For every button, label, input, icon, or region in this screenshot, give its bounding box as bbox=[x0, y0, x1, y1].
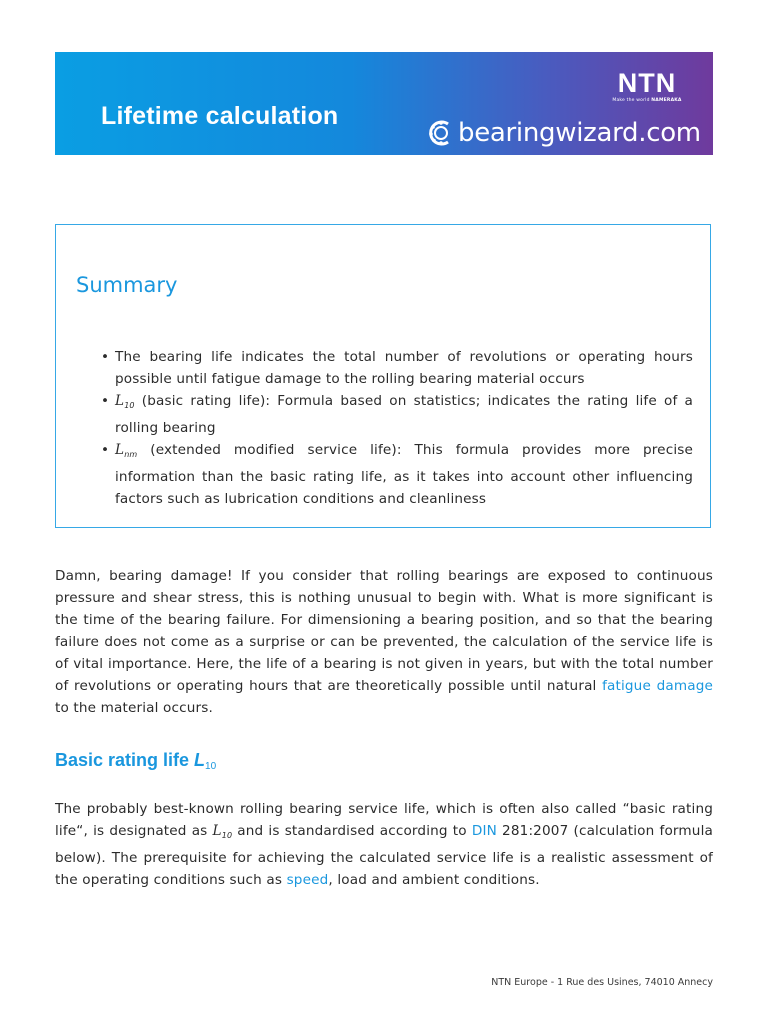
basic-text-2: and is standardised according to bbox=[232, 823, 472, 839]
summary-item-text: (basic rating life): Formula based on statistics; indicates the rating life of a rolling bearing bbox=[115, 393, 693, 436]
ntn-logo-text: NTN bbox=[617, 68, 677, 98]
basic-text-3: 281:2007 (calculation formula below). The prerequisite for achieving the calculated service life is a realistic assessment of the operating conditions such as bbox=[55, 823, 713, 888]
page-title: Lifetime calculation bbox=[101, 102, 339, 130]
header-banner bbox=[55, 52, 713, 155]
summary-item-text: (extended modified service life): This formula provides more precise information than the basic rating life, as it takes into account other influencing factors such as lubrication conditions and cleanliness bbox=[115, 442, 693, 507]
site-name: bearingwizard.com bbox=[458, 118, 701, 148]
din-link[interactable]: DIN bbox=[471, 823, 497, 839]
speed-link[interactable]: speed bbox=[286, 872, 329, 888]
fatigue-damage-link[interactable]: fatigue damage bbox=[602, 678, 713, 694]
intro-paragraph bbox=[55, 565, 713, 719]
section-heading-text: Basic rating life bbox=[55, 750, 195, 770]
section-heading-basic-rating-life bbox=[55, 750, 216, 772]
section-heading-symbol: L bbox=[194, 750, 206, 770]
basic-text-4: , load and ambient conditions. bbox=[328, 872, 540, 888]
summary-item bbox=[101, 439, 693, 510]
ntn-tagline-prefix: Make the world bbox=[612, 98, 652, 103]
summary-item bbox=[101, 390, 693, 439]
summary-list bbox=[101, 346, 693, 510]
section-heading-subscript: 10 bbox=[205, 761, 217, 772]
footer-address: NTN Europe - 1 Rue des Usines, 74010 Annecy bbox=[491, 977, 713, 988]
l10-subscript: 10 bbox=[124, 401, 135, 410]
ntn-tagline bbox=[607, 98, 687, 104]
ntn-tagline-emphasis: NAMERAKA bbox=[651, 98, 682, 103]
basic-text-1: The probably best-known rolling bearing service life, which is often also called “basic rating life“, is designated as bbox=[55, 801, 713, 839]
lnm-symbol: L bbox=[115, 442, 125, 458]
intro-text: Damn, bearing damage! If you consider that rolling bearings are exposed to continuous pressure and shear stress, this is nothing unusual to begin with. What is more significant is the time of the bearing failure. For dimensioning a bearing position, and so that the bearing failure does not come as a surprise or can be prevented, the calculation of the service life is of vital importance. Here, the life of a bearing is not given in years, but with the total number of revolutions or operating hours that are theoretically possible until natural bbox=[55, 568, 713, 694]
bearingwizard-logo bbox=[426, 115, 701, 151]
summary-item bbox=[101, 346, 693, 390]
summary-item-text: The bearing life indicates the total number of revolutions or operating hours possible until fatigue damage to the rolling bearing material occurs bbox=[115, 349, 693, 387]
ntn-logo bbox=[607, 68, 687, 104]
basic-l10-symbol: L bbox=[212, 823, 222, 839]
summary-title: Summary bbox=[76, 273, 178, 297]
basic-rating-paragraph bbox=[55, 798, 713, 891]
summary-box bbox=[55, 224, 711, 528]
intro-text-end: to the material occurs. bbox=[55, 700, 213, 716]
bearing-ring-icon bbox=[426, 117, 456, 149]
basic-l10-subscript: 10 bbox=[221, 831, 233, 840]
l10-symbol: L bbox=[115, 393, 125, 409]
lnm-subscript: nm bbox=[124, 450, 138, 459]
